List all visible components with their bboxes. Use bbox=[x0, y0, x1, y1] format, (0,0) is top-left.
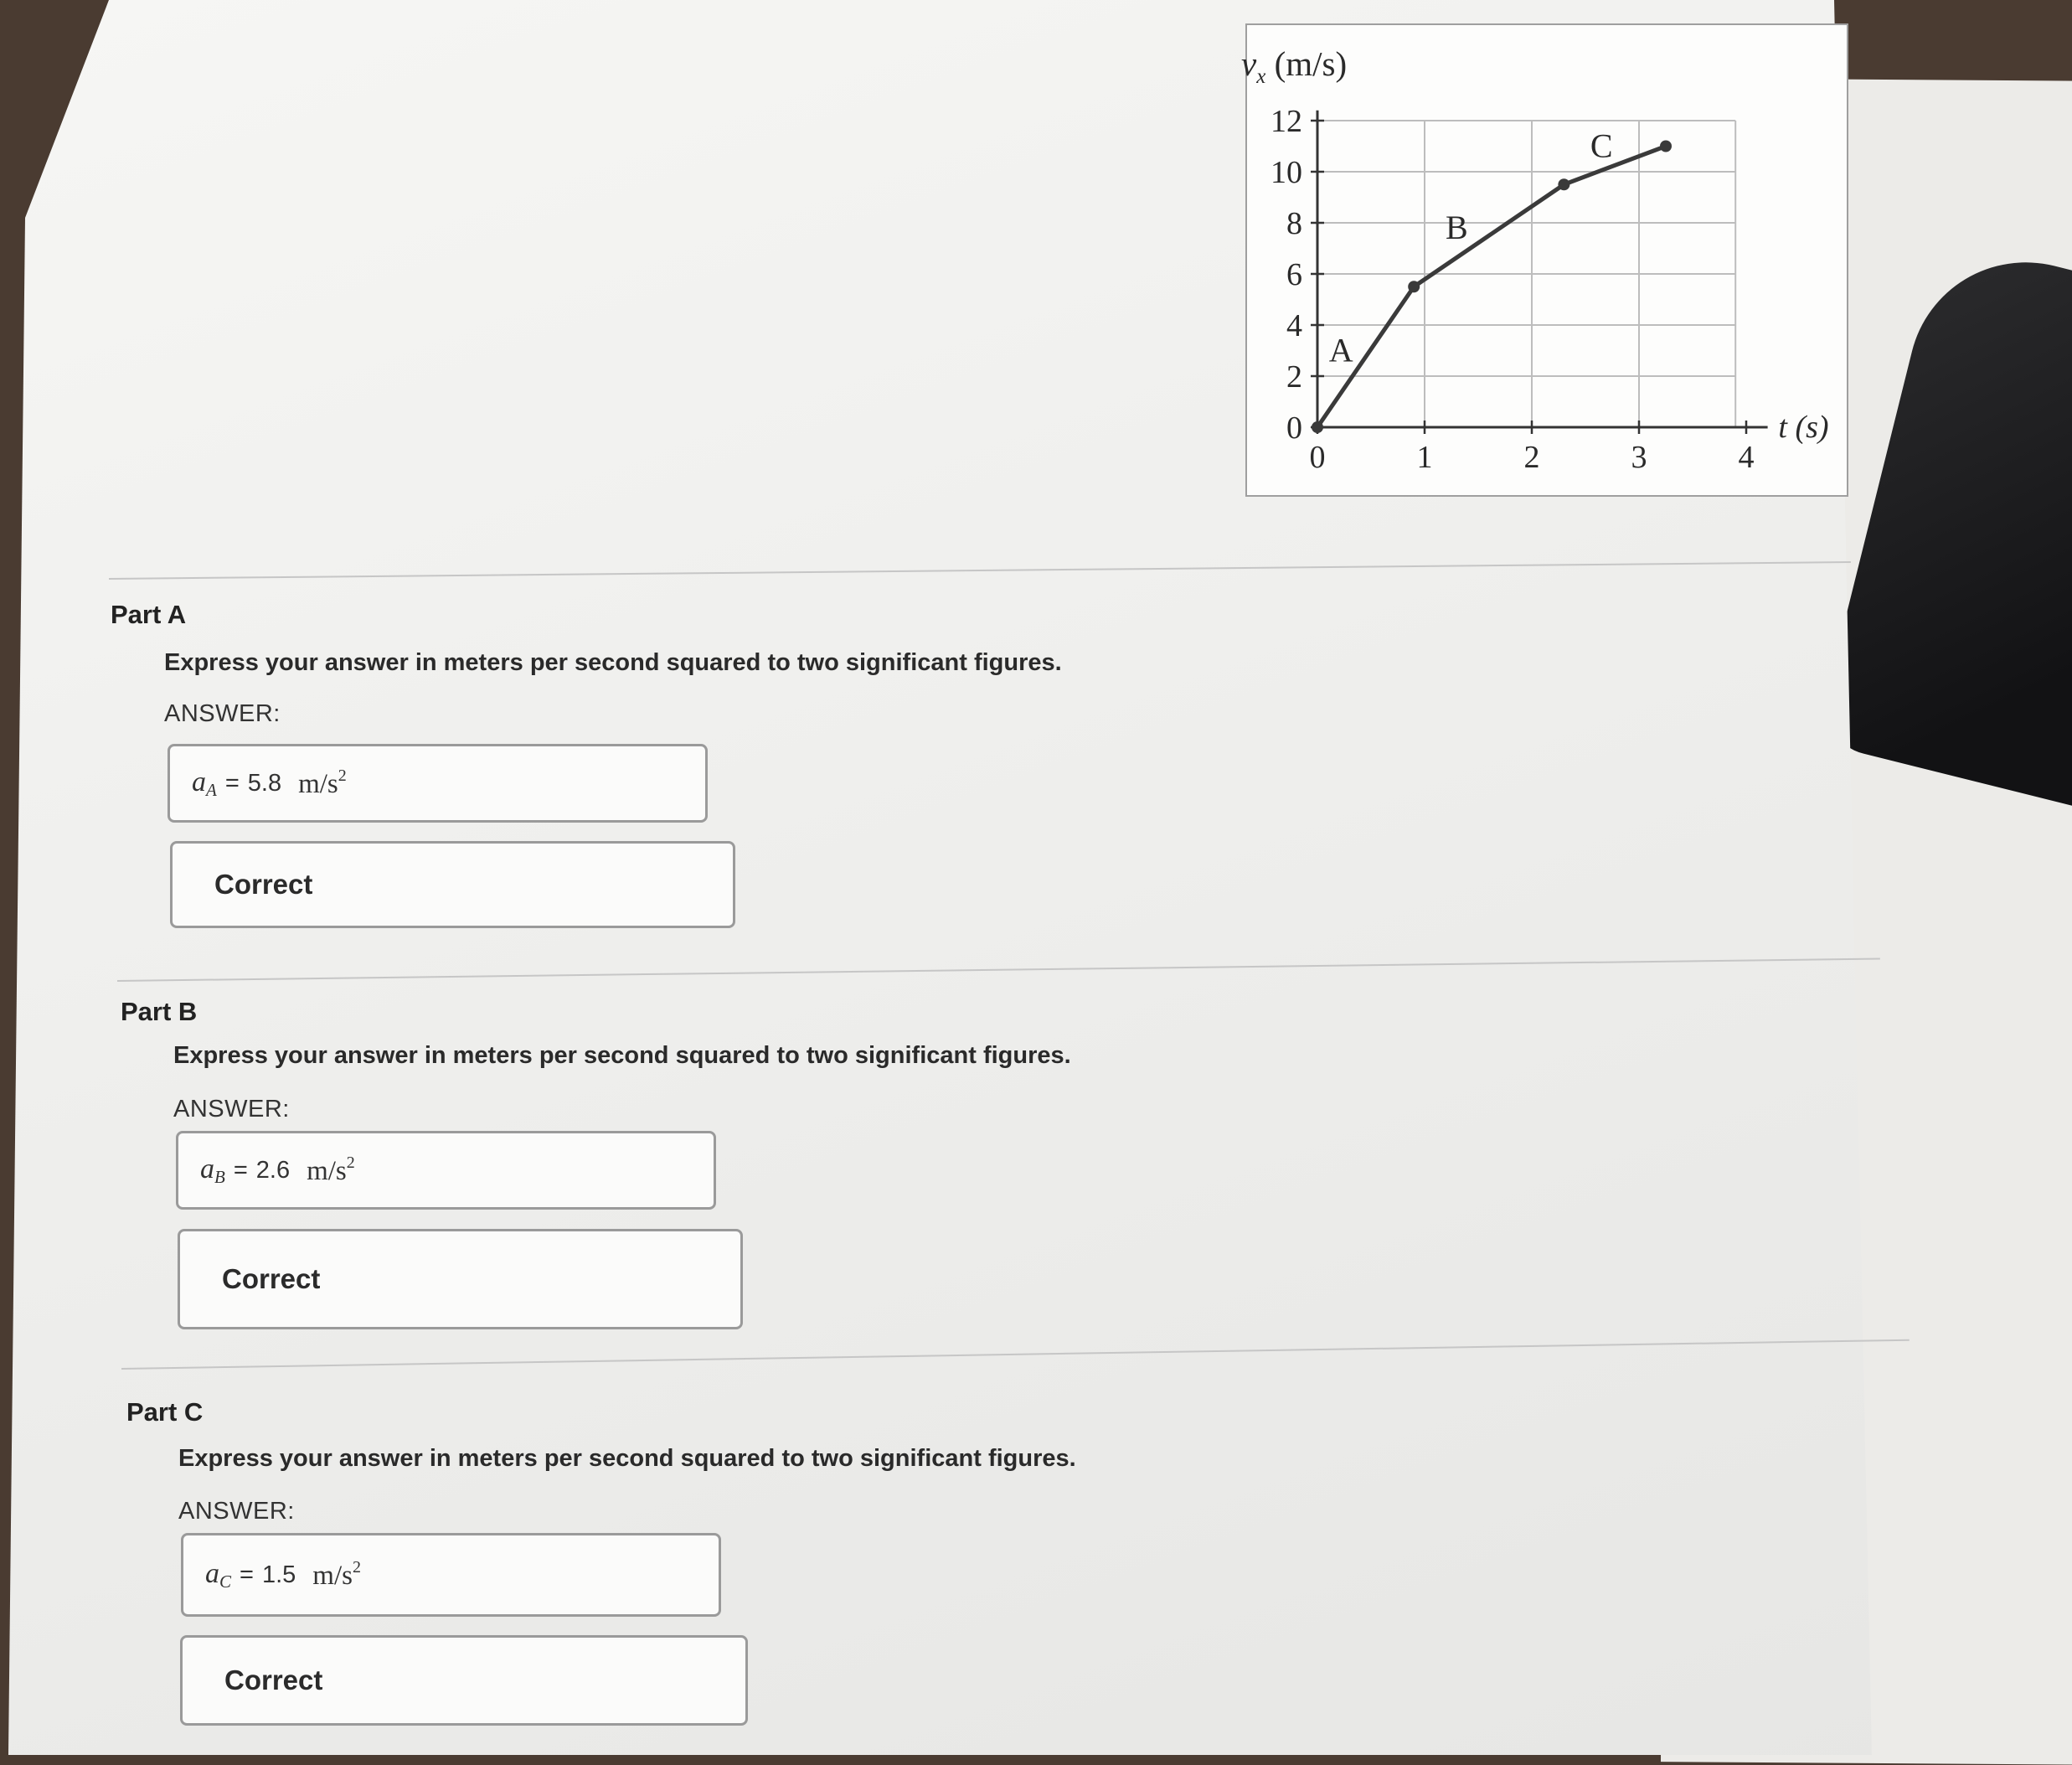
y-tick-label: 6 bbox=[1286, 257, 1302, 292]
part-a-title: Part A bbox=[111, 600, 187, 629]
answer-value: 1.5 bbox=[261, 1561, 296, 1588]
x-tick-label: 2 bbox=[1523, 440, 1540, 475]
x-tick-label: 4 bbox=[1738, 440, 1755, 475]
answer-variable: $a_A$ bbox=[192, 766, 217, 800]
part-a-answer-field[interactable] bbox=[168, 744, 708, 823]
equals-sign: = bbox=[240, 1561, 254, 1588]
x-axis-label: t (s) bbox=[1778, 410, 1829, 445]
part-b-answer-label: ANSWER: bbox=[173, 1096, 290, 1122]
segment-label: B bbox=[1446, 209, 1468, 247]
answer-value: 2.6 bbox=[255, 1156, 291, 1184]
y-tick-label: 2 bbox=[1286, 359, 1302, 395]
answer-unit: $m/s^2$ bbox=[298, 766, 347, 799]
part-b-instruction: Express your answer in meters per second squared to two significant figures. bbox=[173, 1042, 1071, 1069]
feedback-label: Correct bbox=[222, 1263, 321, 1294]
y-tick-label: 10 bbox=[1271, 155, 1302, 190]
part-b-feedback bbox=[178, 1229, 743, 1329]
part-b-title: Part B bbox=[121, 997, 198, 1026]
data-point bbox=[1558, 178, 1569, 190]
answer-variable: $a_C$ bbox=[205, 1557, 232, 1592]
part-a-answer-label: ANSWER: bbox=[164, 700, 281, 727]
part-c-instruction: Express your answer in meters per second squared to two significant figures. bbox=[178, 1445, 1076, 1472]
answer-unit: $m/s^2$ bbox=[312, 1558, 361, 1591]
y-tick-label: 4 bbox=[1286, 308, 1302, 343]
data-point bbox=[1312, 421, 1323, 433]
data-point bbox=[1660, 141, 1672, 152]
part-b-answer-field[interactable] bbox=[176, 1131, 716, 1210]
y-axis-label: $v_x$ (m/s) bbox=[1241, 44, 1348, 89]
part-c-answer-field[interactable] bbox=[181, 1533, 721, 1617]
y-tick-label: 8 bbox=[1286, 206, 1302, 241]
segment-label: C bbox=[1590, 126, 1613, 165]
part-a-feedback bbox=[170, 841, 735, 928]
velocity-line bbox=[1317, 147, 1666, 428]
part-c-answer-label: ANSWER: bbox=[178, 1498, 295, 1525]
x-tick-label: 1 bbox=[1416, 440, 1433, 475]
answer-value: 5.8 bbox=[247, 769, 282, 797]
y-tick-label: 0 bbox=[1286, 410, 1302, 446]
segment-label: A bbox=[1328, 331, 1353, 369]
x-tick-label: 3 bbox=[1631, 440, 1647, 475]
part-c-title: Part C bbox=[126, 1397, 204, 1427]
equals-sign: = bbox=[224, 769, 240, 797]
part-a-instruction: Express your answer in meters per second squared to two significant figures. bbox=[164, 649, 1062, 676]
y-tick-label: 12 bbox=[1271, 104, 1302, 139]
feedback-label: Correct bbox=[224, 1664, 323, 1695]
x-tick-label: 0 bbox=[1309, 440, 1326, 475]
answer-variable: $a_B$ bbox=[200, 1153, 225, 1187]
part-c-feedback bbox=[180, 1635, 748, 1726]
answer-unit: $m/s^2$ bbox=[307, 1153, 355, 1186]
feedback-label: Correct bbox=[214, 869, 313, 900]
equals-sign: = bbox=[233, 1156, 248, 1184]
data-point bbox=[1408, 281, 1420, 292]
